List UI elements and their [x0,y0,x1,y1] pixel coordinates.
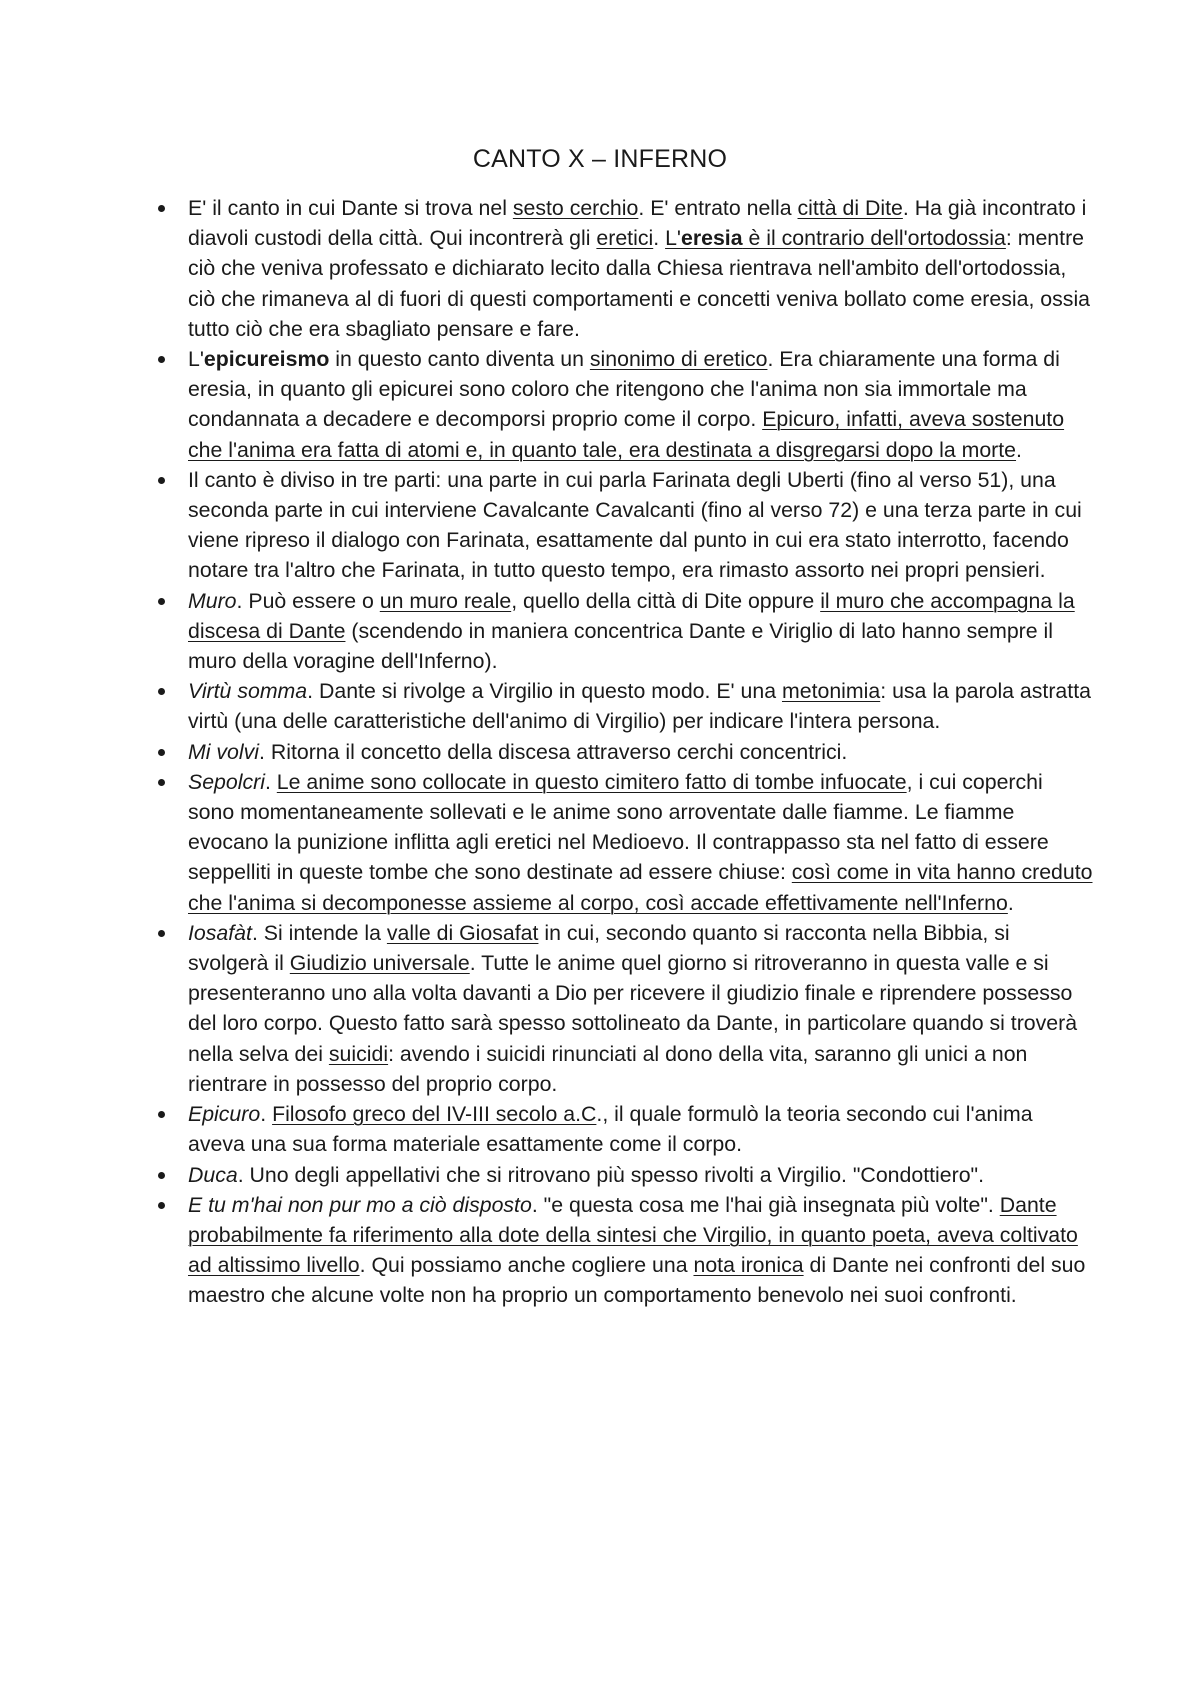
text-segment: Iosafàt [188,920,252,945]
text-segment: il muro che accompagna la discesa di Dante [188,588,1075,643]
text-segment: . "e questa cosa me l'hai già insegnata più volte". [531,1192,1000,1217]
text-segment: Filosofo greco del IV-III secolo a.C [272,1102,597,1127]
text-segment: metonimia [781,679,881,704]
text-segment: . Dante si rivolge a Virgilio in questo modo. E' una [307,679,782,704]
text-segment: ., il quale formulò la teoria secondo cui l'anima aveva una sua forma materiale esattamente come il corpo. [188,1102,1033,1157]
bullet-icon [158,688,165,695]
text-segment: . [1016,437,1022,462]
text-segment: Dante probabilmente fa riferimento alla dote della sintesi che Virgilio, in quanto poeta, aveva coltivato ad altissimo livello [188,1192,1078,1278]
text-segment: . Ha già incontrato i diavoli custodi della città. Qui incontrerà gli [188,196,1087,251]
text-segment: Il canto è diviso in tre parti: una parte in cui parla Farinata degli Uberti (fino al verso 51), una seconda parte in cui interviene Cavalcante Cavalcanti (fino al verso 72) e una terza parte in cui viene ripreso il dialogo con Farinata, esattamente dal punto in cui era stato interrotto, facendo notare tra l'altro che Farinata, in tutto questo tempo, era rimasto assorto nei propri pensieri. [188,467,1082,583]
text-segment: : usa la parola astratta virtù (una delle caratteristiche dell'animo di Virgilio) per indicare l'intera persona. [188,679,1091,734]
text-segment: . Era chiaramente una forma di eresia, in quanto gli epicurei sono coloro che ritengono che l'anima non sia immortale ma condannata a decadere e decomporsi proprio come il corpo. [188,347,1060,432]
text-segment: : mentre ciò che veniva professato e dichiarato lecito dalla Chiesa rientrava nell'ambito dell'ortodossia, ciò che rimaneva al di fuori di questi comportamenti e concetti veniva bollato come eresia, ossia tutto ciò che era sbagliato pensare e fare. [188,226,1091,341]
text-segment: . [653,226,666,251]
text-segment: suicidi [328,1041,389,1066]
list-item [188,737,1093,767]
text-segment: . Uno degli appellativi che si ritrovano più spesso rivolti a Virgilio. "Condottiero". [237,1162,985,1187]
bullet-icon [158,749,165,756]
bullet-list [188,193,1093,1311]
text-segment: eresia [680,226,743,251]
text-segment: . E' entrato nella [638,196,798,220]
text-segment: sinonimo di eretico [589,347,768,372]
bullet-icon [158,205,165,212]
text-segment: . Si intende la [251,920,387,945]
text-segment: Epicuro [188,1102,261,1127]
list-item [188,918,1093,1099]
list-item [188,344,1093,465]
text-segment: Muro [188,588,237,613]
text-segment: Mi volvi [188,739,259,764]
text-segment: in questo canto diventa un [329,347,590,372]
text-segment: Le anime sono collocate in questo cimitero fatto di tombe infuocate [276,769,907,794]
list-item [188,1099,1093,1159]
text-segment: sesto cerchio [512,196,639,220]
list-item [188,193,1093,344]
text-segment: Epicuro, infatti, aveva sostenuto che l'anima era fatta di atomi e, in quanto tale, era destinata a disgregarsi dopo la morte [188,407,1065,462]
text-segment: . Qui possiamo anche cogliere una [359,1253,694,1278]
list-item [188,676,1093,736]
bullet-icon [158,1202,165,1209]
text-segment: Virtù somma [188,679,308,704]
list-item [188,465,1093,586]
text-segment: . [1007,890,1014,915]
bullet-icon [158,598,165,605]
bullet-icon [158,477,165,484]
text-segment: così come in vita hanno creduto che l'anima si decomponesse assieme al corpo, così accade effettivamente nell'Inferno [188,860,1093,915]
bullet-icon [158,930,165,937]
text-segment: : avendo i suicidi rinunciati al dono della vita, saranno gli unici a non rientrare in possesso del proprio corpo. [188,1041,1028,1096]
text-segment: in cui, secondo quanto si racconta nella Bibbia, si svolgerà il [188,920,1010,976]
list-item [188,767,1093,918]
bullet-icon [158,356,165,363]
text-segment: E' il canto in cui Dante si trova nel [188,196,513,220]
document-title: CANTO X – INFERNO [472,145,728,173]
text-segment: Duca [188,1162,238,1187]
text-segment: , quello della città di Dite oppure [511,588,821,613]
text-segment: . Può essere o [236,588,380,613]
text-segment: (scendendo in maniera concentrica Dante e Viriglio di lato hanno sempre il muro della voragine dell'Inferno). [188,618,1053,674]
text-segment: E tu m'hai non pur mo a ciò disposto [188,1192,532,1217]
text-segment: epicureismo [203,347,330,372]
text-segment: un muro reale [379,588,512,613]
text-segment: . [264,769,277,794]
list-item [188,586,1093,677]
list-item [188,1190,1093,1311]
text-segment: di Dante nei confronti del suo maestro che alcune volte non ha proprio un comportamento benevolo nei suoi confronti. [188,1253,1086,1308]
text-segment: Giudizio universale [289,951,470,976]
text-segment: . Ritorna il concetto della discesa attraverso cerchi concentrici. [259,739,848,764]
text-segment: eretici [596,226,654,251]
text-segment: , i cui coperchi sono momentaneamente sollevati e le anime sono arroventate dalle fiamme. Le fiamme evocano la punizione inflitta agli eretici nel Medioevo. Il contrappasso sta nel fatto di essere seppelliti in queste tombe che sono destinate ad essere chiuse: [188,769,1049,885]
text-segment: . Tutte le anime quel giorno si ritroveranno in questa valle e si presenteranno uno alla volta davanti a Dio per ricevere il giudizio finale e riprendere possesso del loro corpo. Questo fatto sarà spesso sottolineato da Dante, in particolare quando si troverà nella selva dei [188,951,1078,1066]
text-segment: nota ironica [693,1253,804,1278]
text-segment: . [260,1102,273,1127]
text-segment: è il contrario dell'ortodossia [742,226,1006,251]
text-segment: città di Dite [797,196,903,220]
text-segment: L' [665,226,681,251]
bullet-icon [158,779,165,786]
text-segment: L' [188,347,204,372]
list-item [188,1160,1093,1190]
text-segment: Sepolcri [188,769,265,794]
bullet-icon [158,1172,165,1179]
bullet-icon [158,1111,165,1118]
text-segment: valle di Giosafat [386,920,539,945]
